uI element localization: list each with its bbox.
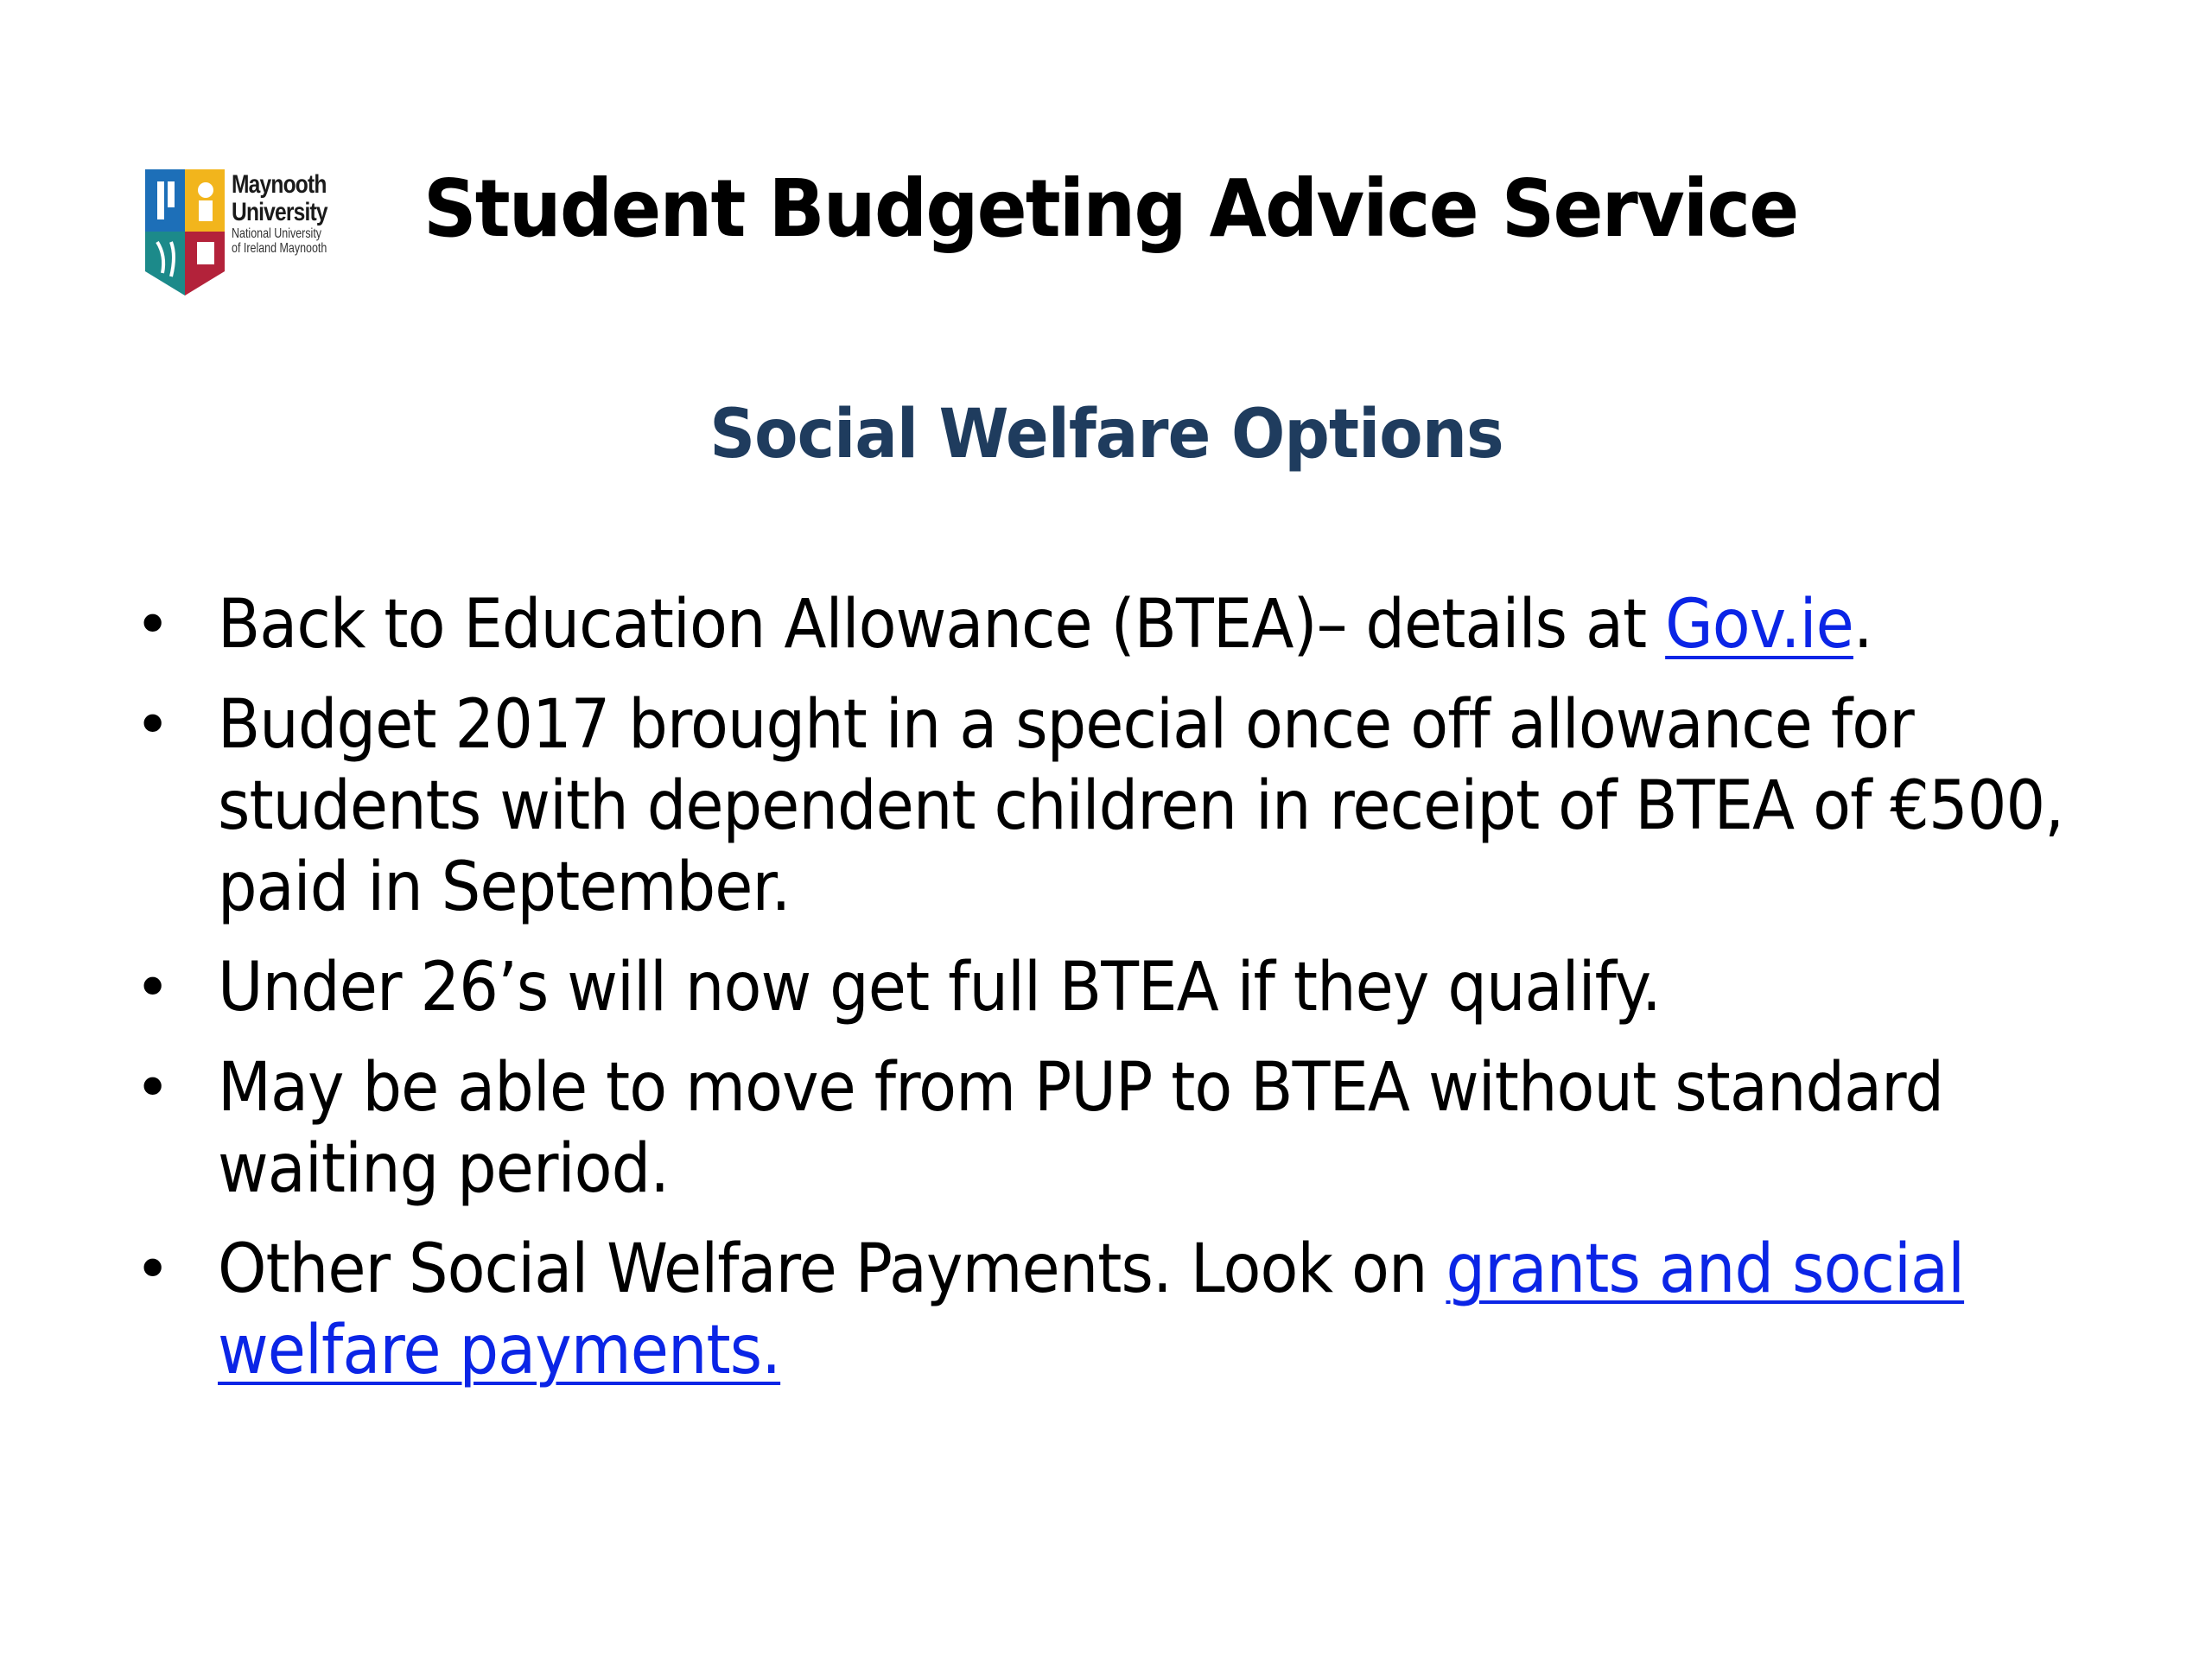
bullet-glyph: • <box>135 952 170 1023</box>
bullet-text-after: . <box>1853 586 1872 664</box>
section-subtitle-text: Social Welfare Options <box>709 396 1503 474</box>
bullet-item <box>128 1229 2115 1391</box>
logo-line-national: National University <box>232 226 322 241</box>
bullet-glyph: • <box>135 1234 170 1305</box>
bullet-text-before: Other Social Welfare Payments. Look on <box>218 1230 1446 1308</box>
grants-and-social-welfare-link[interactable]: grants and social welfare payments. <box>218 1230 1965 1389</box>
bullet-text: Under 26’s will now get full BTEA if they qualify. <box>218 949 1661 1027</box>
page-title: Student Budgeting Advice Service <box>423 162 1798 255</box>
bullet-list <box>128 584 2115 1410</box>
logo-line-maynooth: Maynooth <box>232 170 327 199</box>
university-crest-icon <box>145 169 225 296</box>
bullet-glyph: • <box>135 690 170 760</box>
university-logo <box>145 169 353 299</box>
gov-ie-link[interactable]: Gov.ie <box>1665 586 1853 664</box>
bullet-text <box>218 584 2101 665</box>
bullet-item <box>128 947 2115 1028</box>
bullet-text-before: Back to Education Allowance (BTEA)– details at <box>218 586 1666 664</box>
section-subtitle <box>0 387 2212 482</box>
bullet-glyph: • <box>135 589 170 660</box>
bullet-glyph: • <box>135 1052 170 1123</box>
bullet-item <box>128 1047 2115 1210</box>
logo-line-ireland: of Ireland Maynooth <box>232 241 327 256</box>
bullet-item <box>128 584 2115 665</box>
bullet-item <box>128 684 2115 928</box>
bullet-text: May be able to move from PUP to BTEA without standard waiting period. <box>218 1049 1944 1208</box>
logo-text <box>232 171 353 256</box>
bullet-text: Budget 2017 brought in a special once off allowance for students with dependent children in receipt of BTEA of €500, paid in September. <box>218 686 2064 926</box>
logo-line-university: University <box>232 198 327 226</box>
bullet-text <box>218 1229 2101 1391</box>
